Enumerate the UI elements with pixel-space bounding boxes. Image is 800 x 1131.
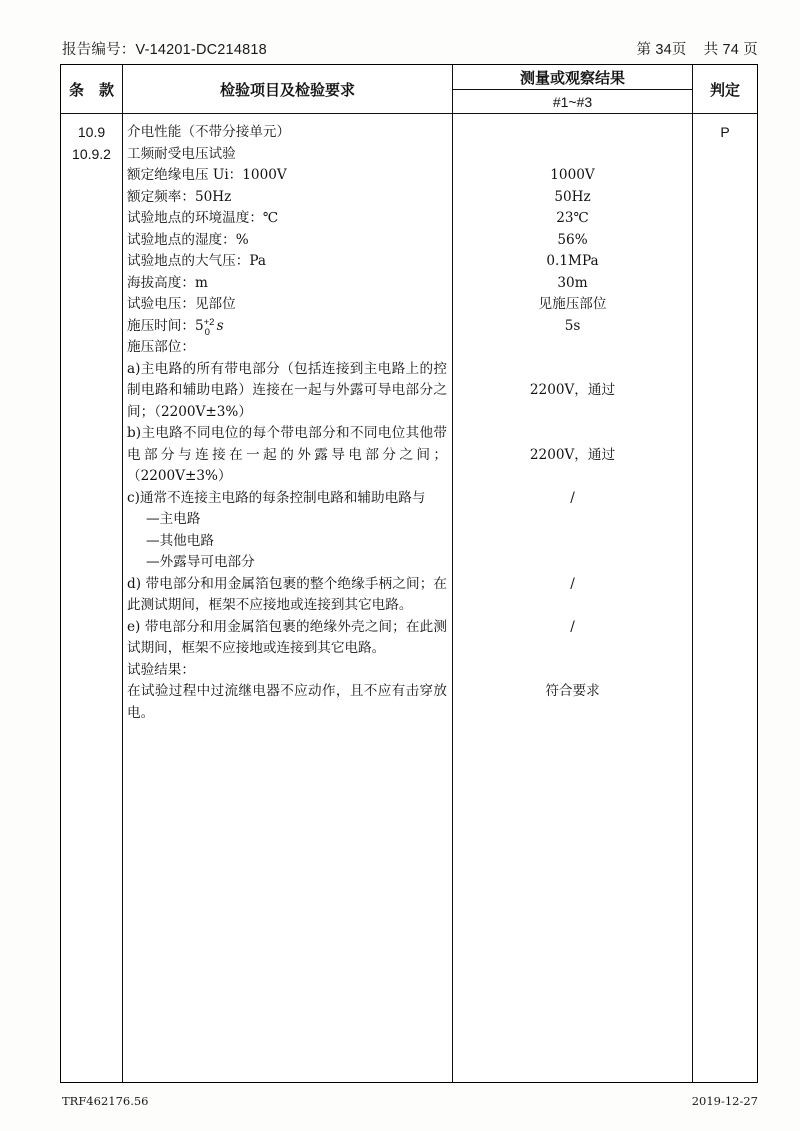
result-row: /: [570, 575, 575, 592]
item-row: 介电性能（不带分接单元）: [127, 124, 291, 140]
clause-value: 10.9.2: [72, 145, 111, 162]
result-row: 5s: [564, 317, 581, 334]
result-row: 符合要求: [545, 683, 600, 699]
result-row: 56%: [557, 231, 588, 248]
result-column: [453, 114, 692, 724]
item-row: c)通常不连接主电路的每条控制电路和辅助电路与: [127, 489, 426, 506]
column-header-item: 检验项目及检验要求: [219, 80, 355, 99]
result-row: /: [570, 489, 575, 506]
item-column: [123, 114, 452, 724]
column-header-verdict: 判定: [709, 80, 740, 99]
document-date: 2019-12-27: [691, 1094, 758, 1108]
item-row: 试验电压：见部位: [127, 296, 236, 312]
clause-column: [61, 114, 122, 165]
result-row: 30m: [557, 274, 588, 291]
item-subrow: —主电路: [146, 511, 201, 527]
item-row: 额定频率：50Hz: [127, 188, 232, 205]
item-row: 试验地点的大气压：Pa: [127, 253, 266, 269]
column-divider-result: [692, 65, 693, 1082]
result-row: 2200V，通过: [529, 446, 616, 463]
item-row: b)主电路不同电位的每个带电部分和不同电位其他带电部分与连接在一起的外露导电部分之间；（2200V±3%）: [127, 425, 447, 484]
result-row: 1000V: [550, 167, 595, 183]
page-number: [636, 38, 758, 59]
item-row: d) 带电部分和用金属箔包裹的整个绝缘手柄之间；在此测试期间，框架不应接地或连接到其它电路。: [127, 575, 447, 613]
item-row: 额定绝缘电压 Ui：1000V: [127, 167, 287, 183]
result-row: [453, 552, 692, 574]
result-row: 见施压部位: [538, 296, 607, 312]
result-row: 23℃: [556, 210, 589, 226]
result-row: [453, 660, 692, 682]
item-row: e) 带电部分和用金属箔包裹的绝缘外壳之间；在此测试期间，框架不应接地或连接到其它电路。: [127, 618, 447, 656]
column-header-result-samples: #1~#3: [552, 93, 593, 110]
result-row: [453, 531, 692, 553]
result-row: 2200V，通过: [529, 382, 616, 398]
report-number: 报告编号：V-14201-DC214818: [62, 42, 267, 58]
item-subrow: —其他电路: [146, 532, 214, 549]
item-row: 施压部位：: [127, 339, 195, 355]
verdict-value: P: [720, 124, 730, 140]
item-row: a)主电路的所有带电部分（包括连接到主电路上的控制电路和辅助电路）连接在一起与外露可导电部分之间；（2200V±3%）: [127, 360, 447, 420]
result-row: 0.1MPa: [546, 253, 599, 269]
item-row-hold-time: 施压时间：5 +2 0 s: [127, 317, 224, 338]
column-header-clause: 条 款: [68, 80, 114, 99]
result-row: [453, 122, 692, 144]
column-header-result: 测量或观察结果: [519, 68, 625, 87]
item-row: 试验地点的环境温度：℃: [127, 210, 279, 226]
result-row: [453, 509, 692, 531]
clause-value: 10.9: [77, 124, 106, 140]
result-row: [453, 337, 692, 359]
item-row: 工频耐受电压试验: [127, 145, 236, 162]
item-row: 试验结果：: [127, 661, 195, 678]
item-row: 试验地点的湿度：%: [127, 231, 249, 248]
running-header: [62, 38, 758, 60]
page-total: 共 74 页: [703, 42, 758, 58]
running-footer: [62, 1094, 758, 1108]
inspection-table: [60, 64, 758, 1083]
verdict-column: [693, 114, 757, 144]
result-row: 50Hz: [554, 188, 591, 205]
item-row: 在试验过程中过流继电器不应动作，且不应有击穿放电。: [127, 683, 447, 721]
document-code: TRF462176.56: [62, 1094, 149, 1108]
result-row: /: [570, 618, 575, 635]
tolerance-stack: +2 0: [203, 317, 215, 338]
page-current: 第 34页: [636, 42, 687, 58]
item-row: 海拔高度：m: [127, 274, 208, 291]
result-row: [453, 144, 692, 166]
item-subrow: —外露导可电部分: [146, 554, 255, 570]
